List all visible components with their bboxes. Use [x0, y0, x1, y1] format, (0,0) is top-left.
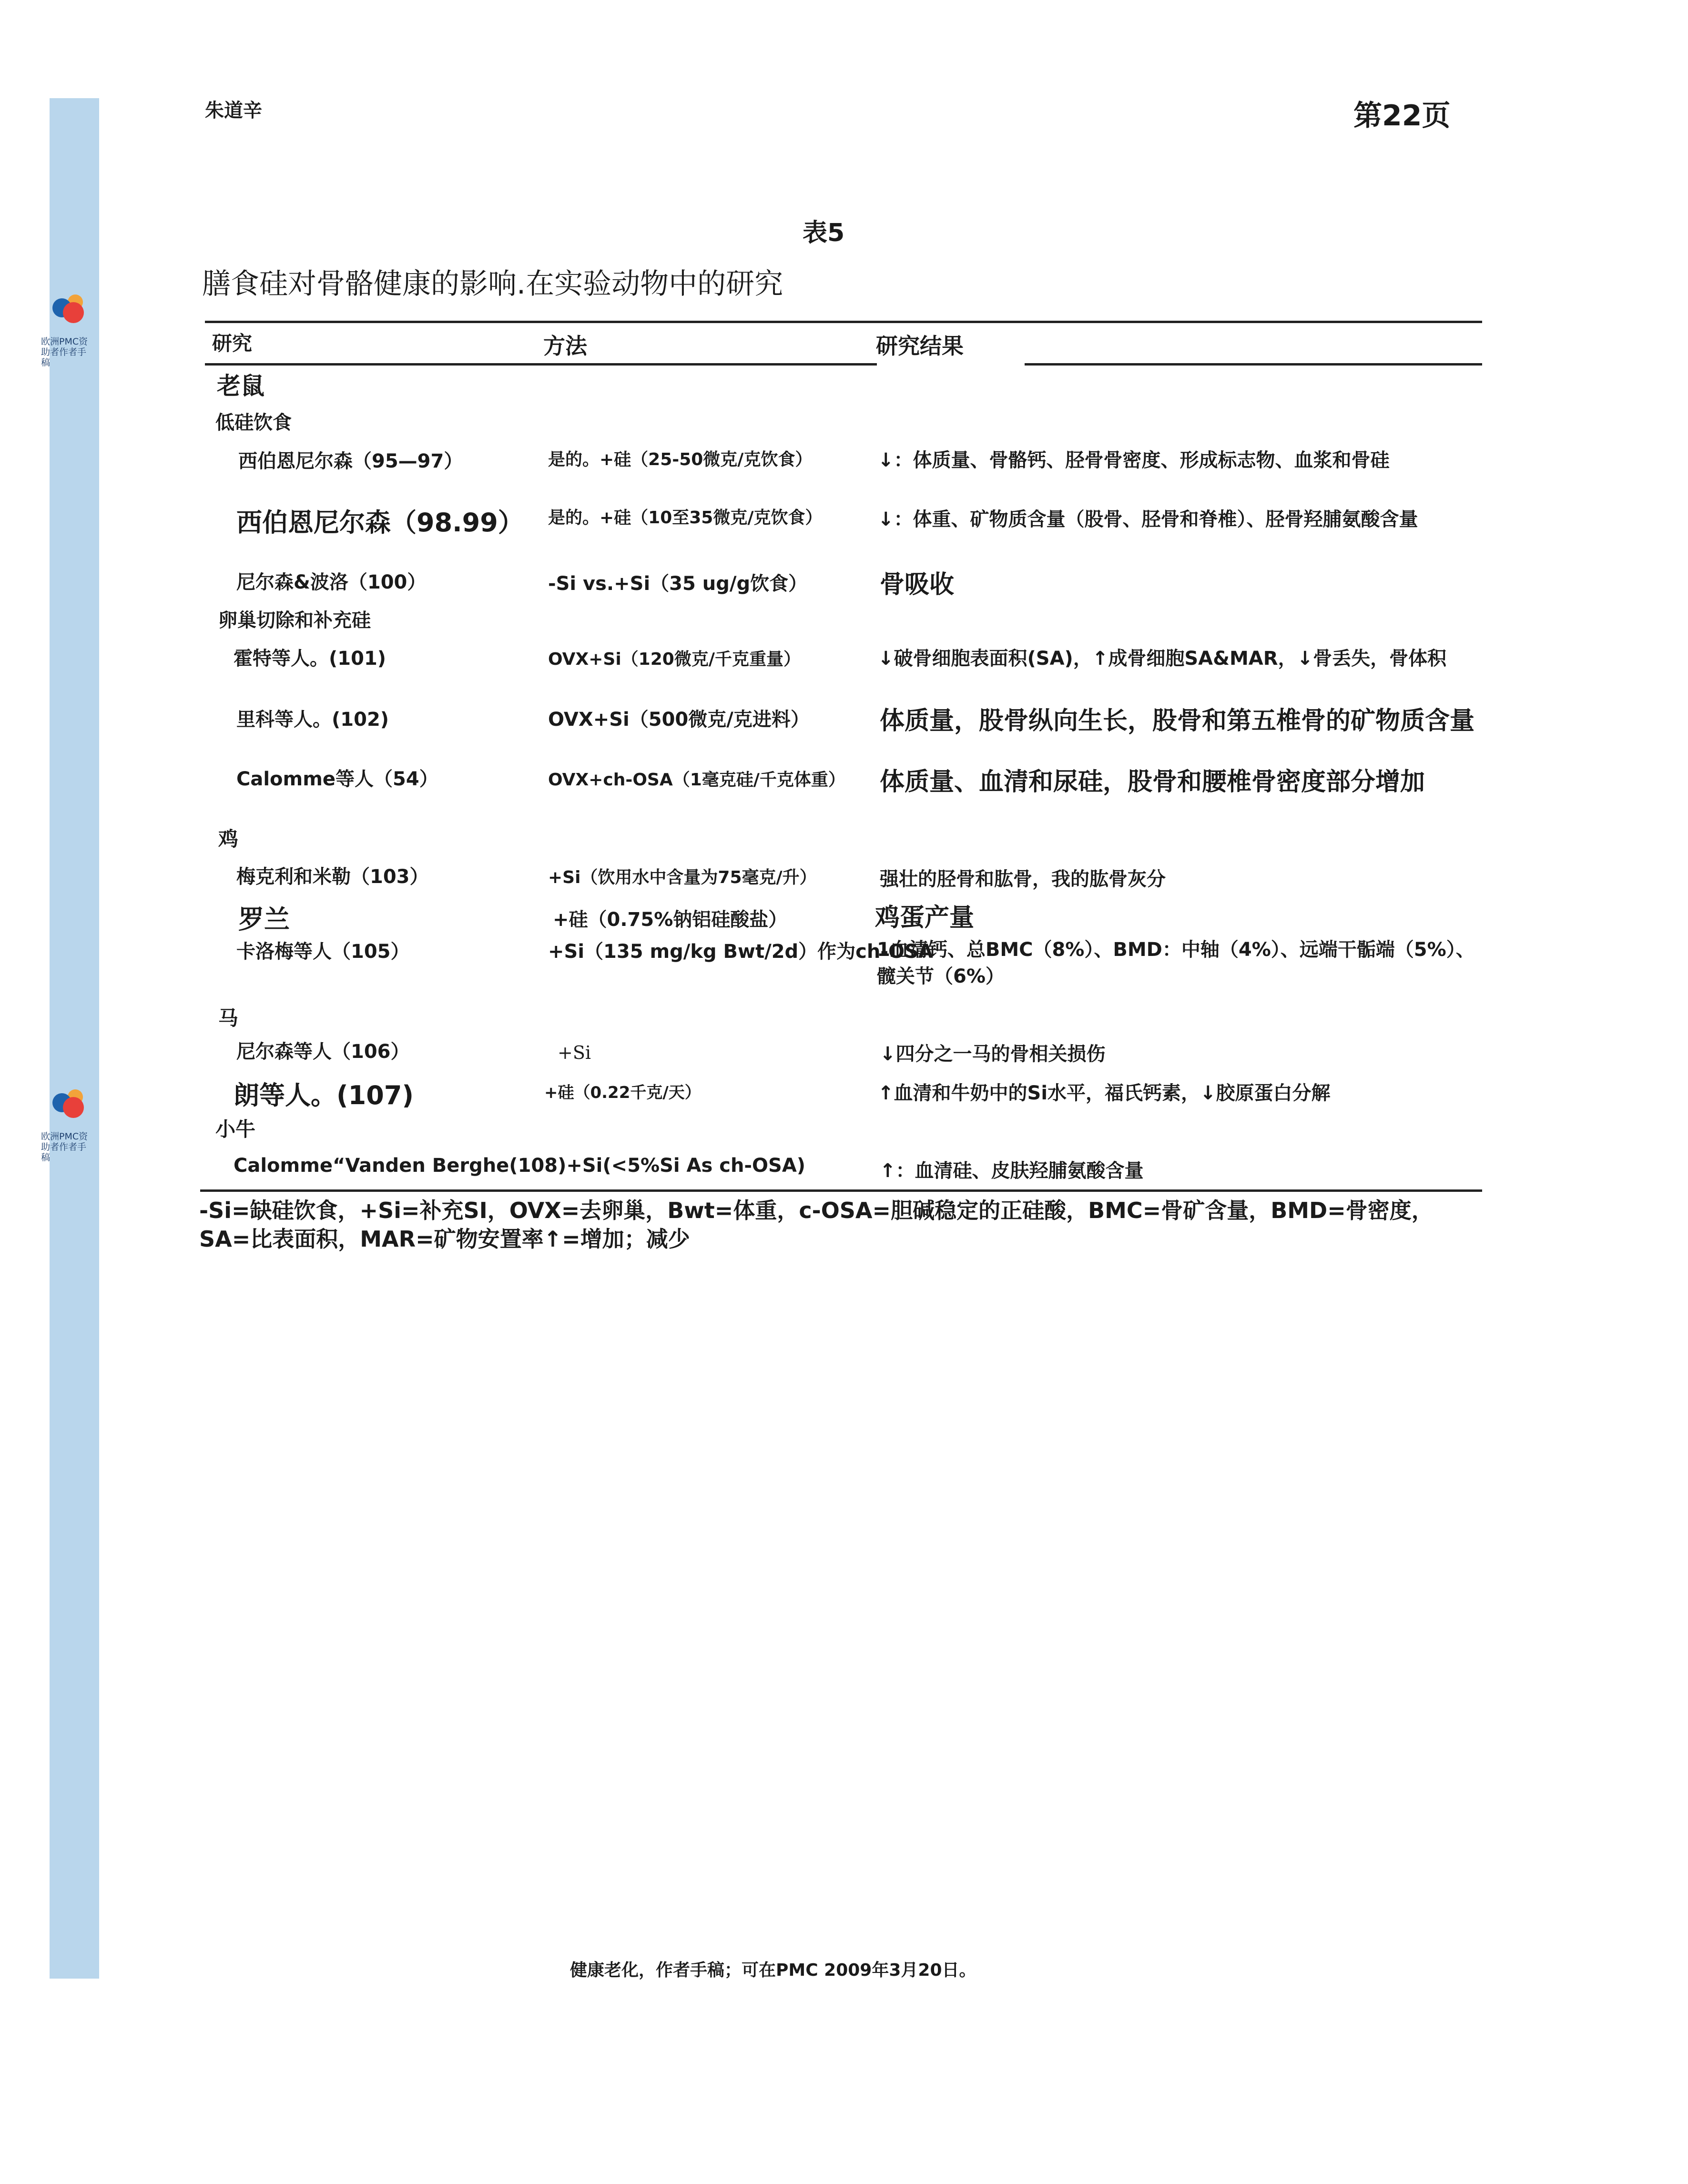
table-cell-method: 是的。+硅（10至35微克/克饮食）	[548, 508, 823, 528]
table-cell-method: +Si（饮用水中含量为75毫克/升）	[548, 868, 817, 887]
table-cell-method: +Si（135 mg/kg Bwt/2d）作为ch-OSA	[548, 941, 933, 963]
table-cell-result: ↑血清和牛奶中的Si水平，福氏钙素，↓胶原蛋白分解	[878, 1082, 1331, 1104]
table-cell-study: 梅克利和米勒（103）	[236, 866, 429, 888]
group-label-rat: 老鼠	[217, 372, 264, 400]
europe-pmc-logo-text: 欧洲PMC资助者作者手稿	[41, 1131, 88, 1163]
table-cell-study: 尼尔森等人（106）	[236, 1041, 410, 1063]
table-cell-study: 尼尔森&波洛（100）	[236, 571, 427, 593]
table-cell-method: +Si	[558, 1042, 591, 1063]
table-cell-result: 体质量、血清和尿硅，股骨和腰椎骨密度部分增加	[880, 768, 1425, 796]
table-cell-method: OVX+ch-OSA（1毫克硅/千克体重）	[548, 770, 845, 790]
table-caption: 膳食硅对骨骼健康的影响.在实验动物中的研究	[202, 267, 783, 301]
table-cell-study: Calomme“Vanden Berghe(108)+Si(<5%Si As ch-OSA)	[234, 1155, 806, 1177]
table-cell-study: 西伯恩尼尔森（95—97）	[238, 450, 463, 472]
table-cell-method: +硅（0.75%钠铝硅酸盐）	[553, 909, 788, 931]
table-cell-study: 朗等人。(107)	[234, 1080, 414, 1110]
europe-pmc-logo	[41, 292, 98, 368]
europe-pmc-logo-icon	[41, 292, 93, 335]
table-cell-study: 里科等人。(102)	[236, 709, 389, 731]
europe-pmc-logo-text: 欧洲PMC资助者作者手稿	[41, 336, 88, 368]
table-cell-method: -Si vs.+Si（35 ug/g饮食）	[548, 573, 808, 595]
running-head-author: 朱道辛	[205, 100, 262, 122]
group-label-calf: 小牛	[215, 1117, 256, 1141]
europe-pmc-logo-icon	[41, 1087, 93, 1129]
table-footnote: -Si=缺硅饮食，+Si=补充SI，OVX=去卵巢，Bwt=体重，c-OSA=胆碱稳定的正硅酸，BMC=骨矿含量，BMD=骨密度，SA=比表面积，MAR=矿物安置率↑=增加；减少	[199, 1198, 1434, 1252]
table-cell-method: OVX+Si（120微克/千克重量）	[548, 650, 801, 669]
subgroup-label-ovx: 卵巢切除和补充硅	[218, 609, 371, 631]
europe-pmc-logo-2	[41, 1087, 98, 1163]
journal-footer: 健康老化，作者手稿；可在PMC 2009年3月20日。	[570, 1961, 976, 1980]
table-cell-result: ↓：体质量、骨骼钙、胫骨骨密度、形成标志物、血浆和骨硅	[878, 449, 1390, 471]
table-cell-result: ↓：体重、矿物质含量（股骨、胫骨和脊椎）、胫骨羟脯氨酸含量	[878, 508, 1418, 530]
table-cell-study: 罗兰	[238, 904, 290, 935]
table-cell-study: 霍特等人。(101)	[234, 648, 386, 670]
table-cell-method: 是的。+硅（25-50微克/克饮食）	[548, 450, 813, 469]
column-header-result: 研究结果	[876, 333, 964, 359]
table-cell-result: ↓四分之一马的骨相关损伤	[880, 1043, 1106, 1065]
header-bottom-rule-left	[205, 363, 877, 366]
group-label-horse: 马	[218, 1006, 239, 1030]
table-cell-result: 1血清钙、总BMC（8%）、BMD：中轴（4%）、远端干骺端（5%）、髋关节（6%）	[877, 939, 1475, 987]
table-cell-result: 强壮的胫骨和肱骨，我的肱骨灰分	[880, 868, 1166, 890]
table-cell-result: 鸡蛋产量	[875, 904, 975, 932]
europe-pmc-sidebar	[50, 98, 99, 1979]
table-cell-result: ↑：血清硅、皮肤羟脯氨酸含量	[880, 1160, 1144, 1182]
column-header-method: 方法	[543, 333, 587, 359]
page-number: 第22页	[1353, 99, 1451, 132]
header-bottom-rule-right	[1025, 363, 1482, 366]
table-top-rule	[205, 321, 1482, 323]
table-cell-result: ↓破骨细胞表面积(SA)，↑成骨细胞SA&MAR，↓骨丢失，骨体积	[878, 648, 1447, 670]
group-label-chicken: 鸡	[218, 827, 239, 851]
table-cell-result: 骨吸收	[880, 570, 955, 599]
table-bottom-rule	[200, 1189, 1482, 1192]
table-cell-study: 卡洛梅等人（105）	[236, 941, 410, 963]
subgroup-label-low-si: 低硅饮食	[215, 412, 292, 434]
column-header-study: 研究	[212, 332, 253, 355]
table-cell-study: Calomme等人（54）	[236, 768, 438, 790]
table-cell-result: 体质量，股骨纵向生长，股骨和第五椎骨的矿物质含量	[880, 707, 1475, 735]
table-cell-method: +硅（0.22千克/天）	[544, 1083, 701, 1102]
table-cell-study: 西伯恩尼尔森（98.99）	[236, 508, 524, 538]
table-label: 表5	[803, 219, 845, 247]
table-cell-method: OVX+Si（500微克/克进料）	[548, 709, 810, 731]
